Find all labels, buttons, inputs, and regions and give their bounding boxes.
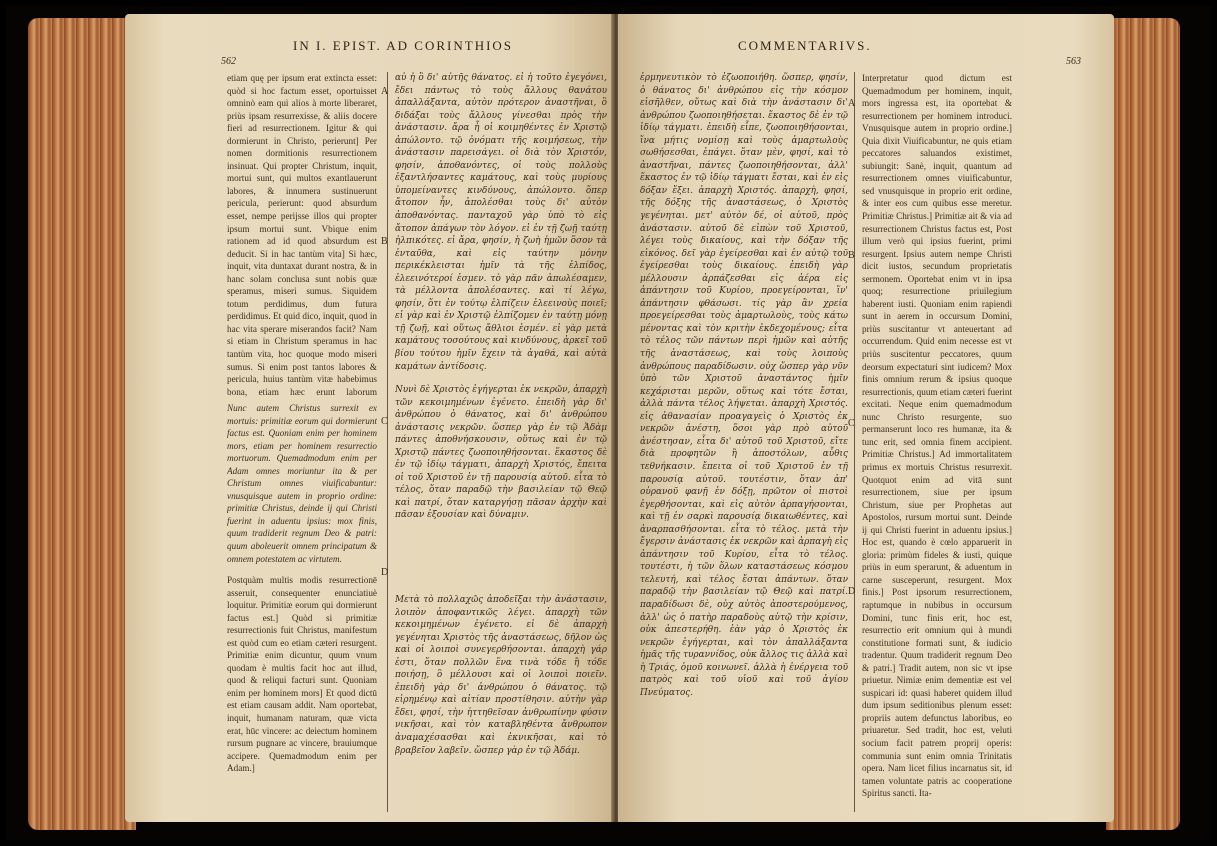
page-number: 562 [221,56,236,67]
latin-column-bottom [227,574,377,814]
greek-paragraph: Νυνὶ δὲ Χριστὸς ἐγήγερται ἐκ νεκρῶν, ἀπαρχὴ τῶν κεκοιμημένων ἐγένετο. ἐπειδὴ γὰρ δι' ἀνθρώπου ὁ θάνατος, καὶ δι' ἀνθρώπου ἀνάστασις νεκρῶν. ὥσπερ γὰρ ἐν τῷ Ἀδὰμ πάντες ἀποθνήσκουσιν, οὕτως καὶ ἐν τῷ Χριστῷ πάντες ζωοποιηθήσονται. ἕκαστος δὲ ἐν τῷ ἰδίῳ τάγματι, ἀπαρχὴ Χριστός, ἔπειτα οἱ τοῦ Χριστοῦ ἐν τῇ παρουσίᾳ αὐτοῦ. εἶτα τὸ τέλος, ὅταν παραδῷ τὴν βασιλείαν τῷ Θεῷ καὶ πατρί, ὅταν καταργήσῃ πᾶσαν ἀρχὴν καὶ πᾶσαν ἐξουσίαν καὶ δύναμιν. [395,385,607,521]
column-rule [387,72,388,812]
greek-column-bottom [395,594,607,816]
left-page [125,14,615,822]
latin-paragraph: Interpretatur quod dictum est Quemadmodum per hominem, inquit, mors ingressa est, ita oportebat & resurrectionem per hominem introduci. Vnusquisque autem in proprio ordine.] Quia dixit Viuificabuntur, ne quis etiam peccatores saluandos existimet, subiungit: Sanè, inquit, quantum ad resurrectionem omnes viuificabuntur, sed vnusquisque in proprio erit ordine, & inter eos cum quibus esse meretur. Primitiæ Christus.] Primitiæ ait & via ad resurrectionem Christus factus est, Post illum verò qui ipsius fuerint, primi resurgent. Ipsius autem nempe Christi dicit iustos, secundum proprietatis sermonem. Oportebat enim vt in ipsa quoq; resurrectione priuilegium haberent iusti. Quoniam enim rapiendi sunt in aerem in occursum Domini, priùs suscitantur vt anteuertant ad occurrendum. Quid enim necesse est vt priùs suscitentur peccatores, quum deorsum expectaturi sint iudicem? Mox finis omnium rerum & ipsius quoque resurrectionis, quum etiam cæteri fuerint excitati. Neque enim quemadmodum nunc Christo resurgente, suo permanserunt loco res humanæ, ita & tunc erit, sed omnia finem accipient. Primitiæ Christus.] Ad immortalitatem primus ex mortuis Christus resurrexit. Quotquot enim ad vitā sunt resurrectionem, siue per ipsum Christum, siue per Prophetas aut Apostolos, rursum mortui sunt. Deinde ij qui Christi fuerint in aduentu ipsius.] Hoc est, quando è cœlo apparuerit in gloria: primùm fideles & iusti, quique priùs in eum sperarunt, & aduentum in carne susceperunt, resurgent. Mox finis.] Post ipsorum resurrectionem, raptumque in nubibus in occursum Domini, tunc finis erit, hoc est, resurrectio erit omnium qui à mundi constitutione formati sunt, & iudicio tradentur. Quum tradiderit regnum Deo & patri.] Tradit autem, non sic vt ipse priuetur. Nimiæ enim dementiæ est vel suspicari id: quasi haberet quidem illud dum ipsum seditionibus plenum esset: propriis autem defunctus laboribus, eo priuaretur. Sed tradit, hoc est, veluti socium facit patrem proprij operis: communia sunt enim omnia Trinitatis opera. Nam licet filius incarnatus sit, id tamen voluntate patris ac cooperatione Spiritus sancti. Ita- [862,73,1012,799]
greek-column-middle [395,384,607,584]
greek-paragraph: Μετὰ τὸ πολλαχῶς ἀποδεῖξαι τὴν ἀνάστασιν, λοιπὸν ἀποφαντικῶς λέγει. ἀπαρχὴ τῶν κεκοιμημένων ἐγένετο. εἰ δὲ ἀπαρχὴ γεγένηται Χριστὸς τῆς ἀναστάσεως, δῆλον ὡς καὶ οἱ λοιποὶ συνεγερθήσονται. ἀπαρχὴ γάρ ἐστι, ὅταν πολλῶν ἕνα τινὰ τόδε ἢ τόδε ποιήσῃ, ὃ μέλλουσι καὶ οἱ λοιποὶ ποιεῖν. ἐπειδὴ γὰρ δι' ἀνθρώπου ὁ θάνατος. τῷ εἰρημένῳ καὶ αἰτίαν προστίθησιν. αὐτὴν γὰρ ἔδει, φησί, τὴν ἡττηθεῖσαν ἀνθρωπίνην φύσιν νικῆσαι, καὶ τὸν καταβληθέντα ἄνθρωπον ἀναμαχέσασθαι καὶ ἐκνικῆσαι, καὶ τὸ βραβεῖον λαβεῖν. ὥσπερ γὰρ ἐν τῷ Ἀδάμ. [395,595,607,756]
page-number: 563 [1066,56,1081,67]
greek-paragraph: ἑρμηνευτικὸν τὸ ἐζωοποιήθη. ὥσπερ, φησίν, ὁ θάνατος δι' ἀνθρώπου εἰς τὴν κόσμον εἰσῆλθεν, οὕτως καὶ διὰ τὴν ἀνάστασιν δι' ἀνθρώπου ζωοποιηθήσεται. ἕκαστος δὲ ἐν τῷ ἰδίῳ τάγματι. ἐπειδὴ εἶπε, ζωοποιηθήσονται, ἵνα μήτις νομίσῃ καὶ τοὺς ἁμαρτωλοὺς σωθήσεσθαι, ἐπάγει. ὅταν μὲν, φησί, καὶ τὸ ἀναστῆναι, πάντες ζωοποιηθήσονται, ἀλλ' ἕκαστος ἐν τῷ ἰδίῳ τάγματι ἔσται, καὶ ἐν εἰς δόξαν ἕξει. ἀπαρχὴ Χριστός. ἀπαρχὴ, φησί, τῆς δόξης τῆς ἀναστάσεως, ὁ Χριστὸς γεγένηται. μετ' αὐτὸν δέ, οἱ αὐτοῦ, πρὸς ἀνάστασιν. αὐτοῦ δὲ εἰπὼν τοῦ Χριστοῦ, λέγει τοὺς δικαίους, καὶ τὴν δόξαν τῆς εἰκόνος. δεῖ γὰρ ἐγείρεσθαι καὶ ἐν αὐτῷ τοῦ ἐγείρεσθαι τοὺς δικαίους. ἐπειδὴ γὰρ μέλλουσιν ἁρπάζεσθαι εἰς ἀέρα εἰς ἀπάντησιν τοῦ Κυρίου, προεγείρονται, ἵν' ἀπάντησιν φθάσωσι. τίς γὰρ ἂν χρεία προεγείρεσθαι τοὺς ἁμαρτωλοὺς, τοὺς κάτω μένοντας καὶ τὸν κριτὴν ἐκδεχομένους; εἶτα τὸ τέλος τῶν πάντων περὶ ἡμῶν καὶ αὐτῆς τῆς ἀναστάσεως, καὶ τοὺς λοιποὺς ἀνθρώπους παραδίδωσιν. οὐχ ὥσπερ γὰρ νῦν ὑπὸ τῶν Χριστοῦ ἀναστάντος ἡμῖν κεχάρισται μερῶν, οὕτως καὶ τότε ἔσται, ἀλλὰ πάντα τέλος λήψεται. ἀπαρχὴ Χριστός. εἰς ἀθανασίαν προαγαγεὶς ὁ Χριστὸς ἐκ νεκρῶν ἀνέστη, ὅσοι γὰρ πρὸ αὐτοῦ ἀνέστησαν, εἶτα δι' αὐτοῦ τοῦ Χριστοῦ, εἴτε διὰ προφητῶν ἢ ἀποστόλων, αὖθις τεθνήκασιν. ἔπειτα οἱ τοῦ Χριστοῦ ἐν τῇ παρουσίᾳ αὐτοῦ. τουτέστιν, ὅταν ἀπ' οὐρανοῦ φανῇ ἐν δόξῃ, πρῶτον οἱ πιστοὶ ἐγερθήσονται, καὶ εἰς αὐτὸν ἁρπαγήσονται, καὶ τῇ ἐν σαρκὶ παρουσίᾳ δικαιωθέντες, καὶ ἀναρπασθήσονται. εἶτα τὸ τέλος. μετὰ τὴν ἔγερσιν ἀνάστασις ἐκ νεκρῶν καὶ ἁρπαγὴ εἰς ἀπάντησιν τοῦ Κυρίου, εἶτα τὸ τέλος. τουτέστι, ἡ τῶν ὅλων καταστάσεως κόσμου τελευτή, καὶ τέλος ἔσται ἁπάντων. ὅταν παραδῷ τὴν βασιλείαν τῷ Θεῷ καὶ πατρί. παραδίδωσι δὲ, οὐχ αὐτὸς ἀποστερούμενος, ἀλλ' ὡς ὁ πατὴρ παραδοὺς αὐτῷ τὴν κρίσιν, οὐκ ἀπεστερήθη. ἐὰν γὰρ ὁ Χριστὸς ἐκ νεκρῶν ἐγήγερται, καὶ τὸν ἀπαλλάξαντα ἡμᾶς τῆς τυραννίδος, οὐκ ἄλλος τις ἀλλὰ καὶ ἡ Τριάς, ὁμοῦ κοινωνεῖ. ἀλλὰ ἡ ἐνέργεια τοῦ πατρὸς καὶ τοῦ υἱοῦ καὶ τοῦ ἁγίου Πνεύματος. [640,73,848,698]
latin-paragraph: etiam quę per ipsum erat extincta esset: quòd si hoc factum esset, oportuisset omninò eam quì alios à morte liberaret, priùs ipsam resurrexisse, & aliis docere fieri ad resurrectionem. Igitur & qui dormierunt in Christo, perierunt] Per nomen dormitionis resurrectionem insinuat. Qui propter Christum, inquit, mortui sunt, qui multos exantlauerunt labores, & innumera sustinuerunt pericula, perierunt: quod absurdum esset, nempe perijsse illos qui propter ipsum mortui sunt. Vbique enim rationem ad id quod absurdum est deducit. Si in hac tantùm vita] Si hæc, inquit, vita duntaxat durant nostra, & in hanc solam conclusa sunt nobis quæ speramus, miseri sumus. Siquidem totum perdidimus, dum futura perdidimus. Et quid dico, inquit, quod in hac vita sperare miserandos facit? Nam si etiam in Christum speramus in hac tantùm vita, hoc quoque modo miseri sumus. Si enim post tantos labores & pericula, huius tantùm vitæ habebimus bona, etiam hæc erunt laborum [227,73,377,397]
right-fore-edge [1106,18,1180,830]
latin-paragraph: Postquàm multis modis resurrectionē asseruit, consequenter enunciatiuè loquitur. Primitiæ eorum qui dormierunt factus est.] Quòd si primitiæ resurrectionis fuit Christus, manifestum est quòd cum eo etiam cæteri resurgent. Primitiæ enim dicuntur, quum vnum quodam è multis facit hoc aut illud, quod & reliqui facturi sunt. Quoniam enim per hominem mors] Et quod dictū est etiam causam addit. Nam oportebat, inquit, humanam naturam, quæ victa erat, hūc vincere: ac deiectum hominem rursum pugnare ac vincere, brauiumque accipere. Quemadmodum enim per Adam.] [227,575,377,774]
latin-column-top [227,72,377,397]
running-head: IN I. EPIST. AD CORINTHIOS [293,38,514,53]
section-letter: D [381,567,389,578]
greek-paragraph: αὐ ἦ ὃ δι' αὐτῆς θάνατος. εἰ ἦ τοῦτο ἐγεγόνει, ἔδει πάντως τὸ τοὺς ἄλλους θανάτου ἀπαλλάξαντα, αὐτὸν πρότερον ἀναστῆναι, ὃ διδάξαι τοὺς ἄλλους γίνεσθαι πρὸς τὴν ἀνάστασιν. ἄρα ἦ οἱ κοιμηθέντες ἐν Χριστῷ ἀπώλοντο. τῷ ὀνόματι τῆς κοιμήσεως, τὴν ἀνάστασιν παρεισάγει. οἱ διὰ τὸν Χριστόν, φησίν, ἀποθανόντες, οἱ τοὺς πολλοὺς ἐξαντλήσαντες καμάτους, καὶ τοὺς μυρίους ὑπομείναντες κινδύνους, ἀπώλοντο. ὅπερ ἄτοπον ἦν, ἀπολέσθαι τοὺς δι' αὐτὸν ἀποθανόντας. πανταχοῦ γὰρ ὑπὸ τὸ εἰς ἄτοπον ἀπάγων τὸν λόγον. εἰ ἐν τῇ ζωῇ ταύτῃ ἠλπικότες. εἰ ἄρα, φησίν, ἡ ζωὴ ἡμῶν ὅσον τὰ ἐνταῦθα, καὶ εἰς ταύτην μόνην περικέκλεισται ἡμῖν τὰ τῆς ἐλπίδος, ἐλεεινότεροί ἐσμεν. τὸ γὰρ πᾶν ἀπωλέσαμεν, τὰ μέλλοντα ἀπολέσαντες. καὶ τί λέγω, φησίν, ὅτι ἐν τούτῳ ἐλπίζειν ἐλεεινοὺς ποιεῖ; εἰ γὰρ καὶ ἐν Χριστῷ ἐλπίζομεν ἐν ταύτῃ μόνῃ τῇ ζωῇ, καὶ οὕτως ἄθλιοι ἐσμέν. εἰ γὰρ μετὰ καμάτους τοσούτους καὶ κινδύνους, ἀρκεῖ τοῦ βίου τούτου ἡμῖν ἔχειν τὰ ἀγαθά, καὶ αὐτὰ καμάτων ἀντίδοσις. [395,73,607,372]
latin-column [862,72,1012,816]
column-rule [854,72,855,812]
section-letter: C [848,418,855,429]
section-letter: B [381,236,388,247]
scripture-latin [227,402,377,567]
section-letter: C [381,416,388,427]
section-letter: D [848,586,856,597]
right-page [618,14,1114,822]
section-letter: A [848,98,856,109]
section-letter: B [848,250,855,261]
section-letter: A [381,86,389,97]
greek-column [640,72,848,816]
latin-paragraph: Nunc autem Christus surrexit ex mortuis: primitiæ eorum qui dormierunt factus est. Quoniam enim per hominem mors, etiam per hominem resurrectio mortuorum. Quemadmodum enim per Adam omnes moriuntur ita & per Christum omnes viuificabuntur: vnusquisque autem in proprio ordine: primitiæ Christus, deinde ij qui Christi fuerint in aduentu ipsius: mox finis, quum tradiderit regnum Deo & patri: quum aboleuerit omnem principatum & omnem potestatem ac virtutem. [227,403,377,564]
greek-column-top [395,72,607,377]
left-fore-edge [28,18,136,830]
running-head: COMMENTARIVS. [738,38,872,53]
